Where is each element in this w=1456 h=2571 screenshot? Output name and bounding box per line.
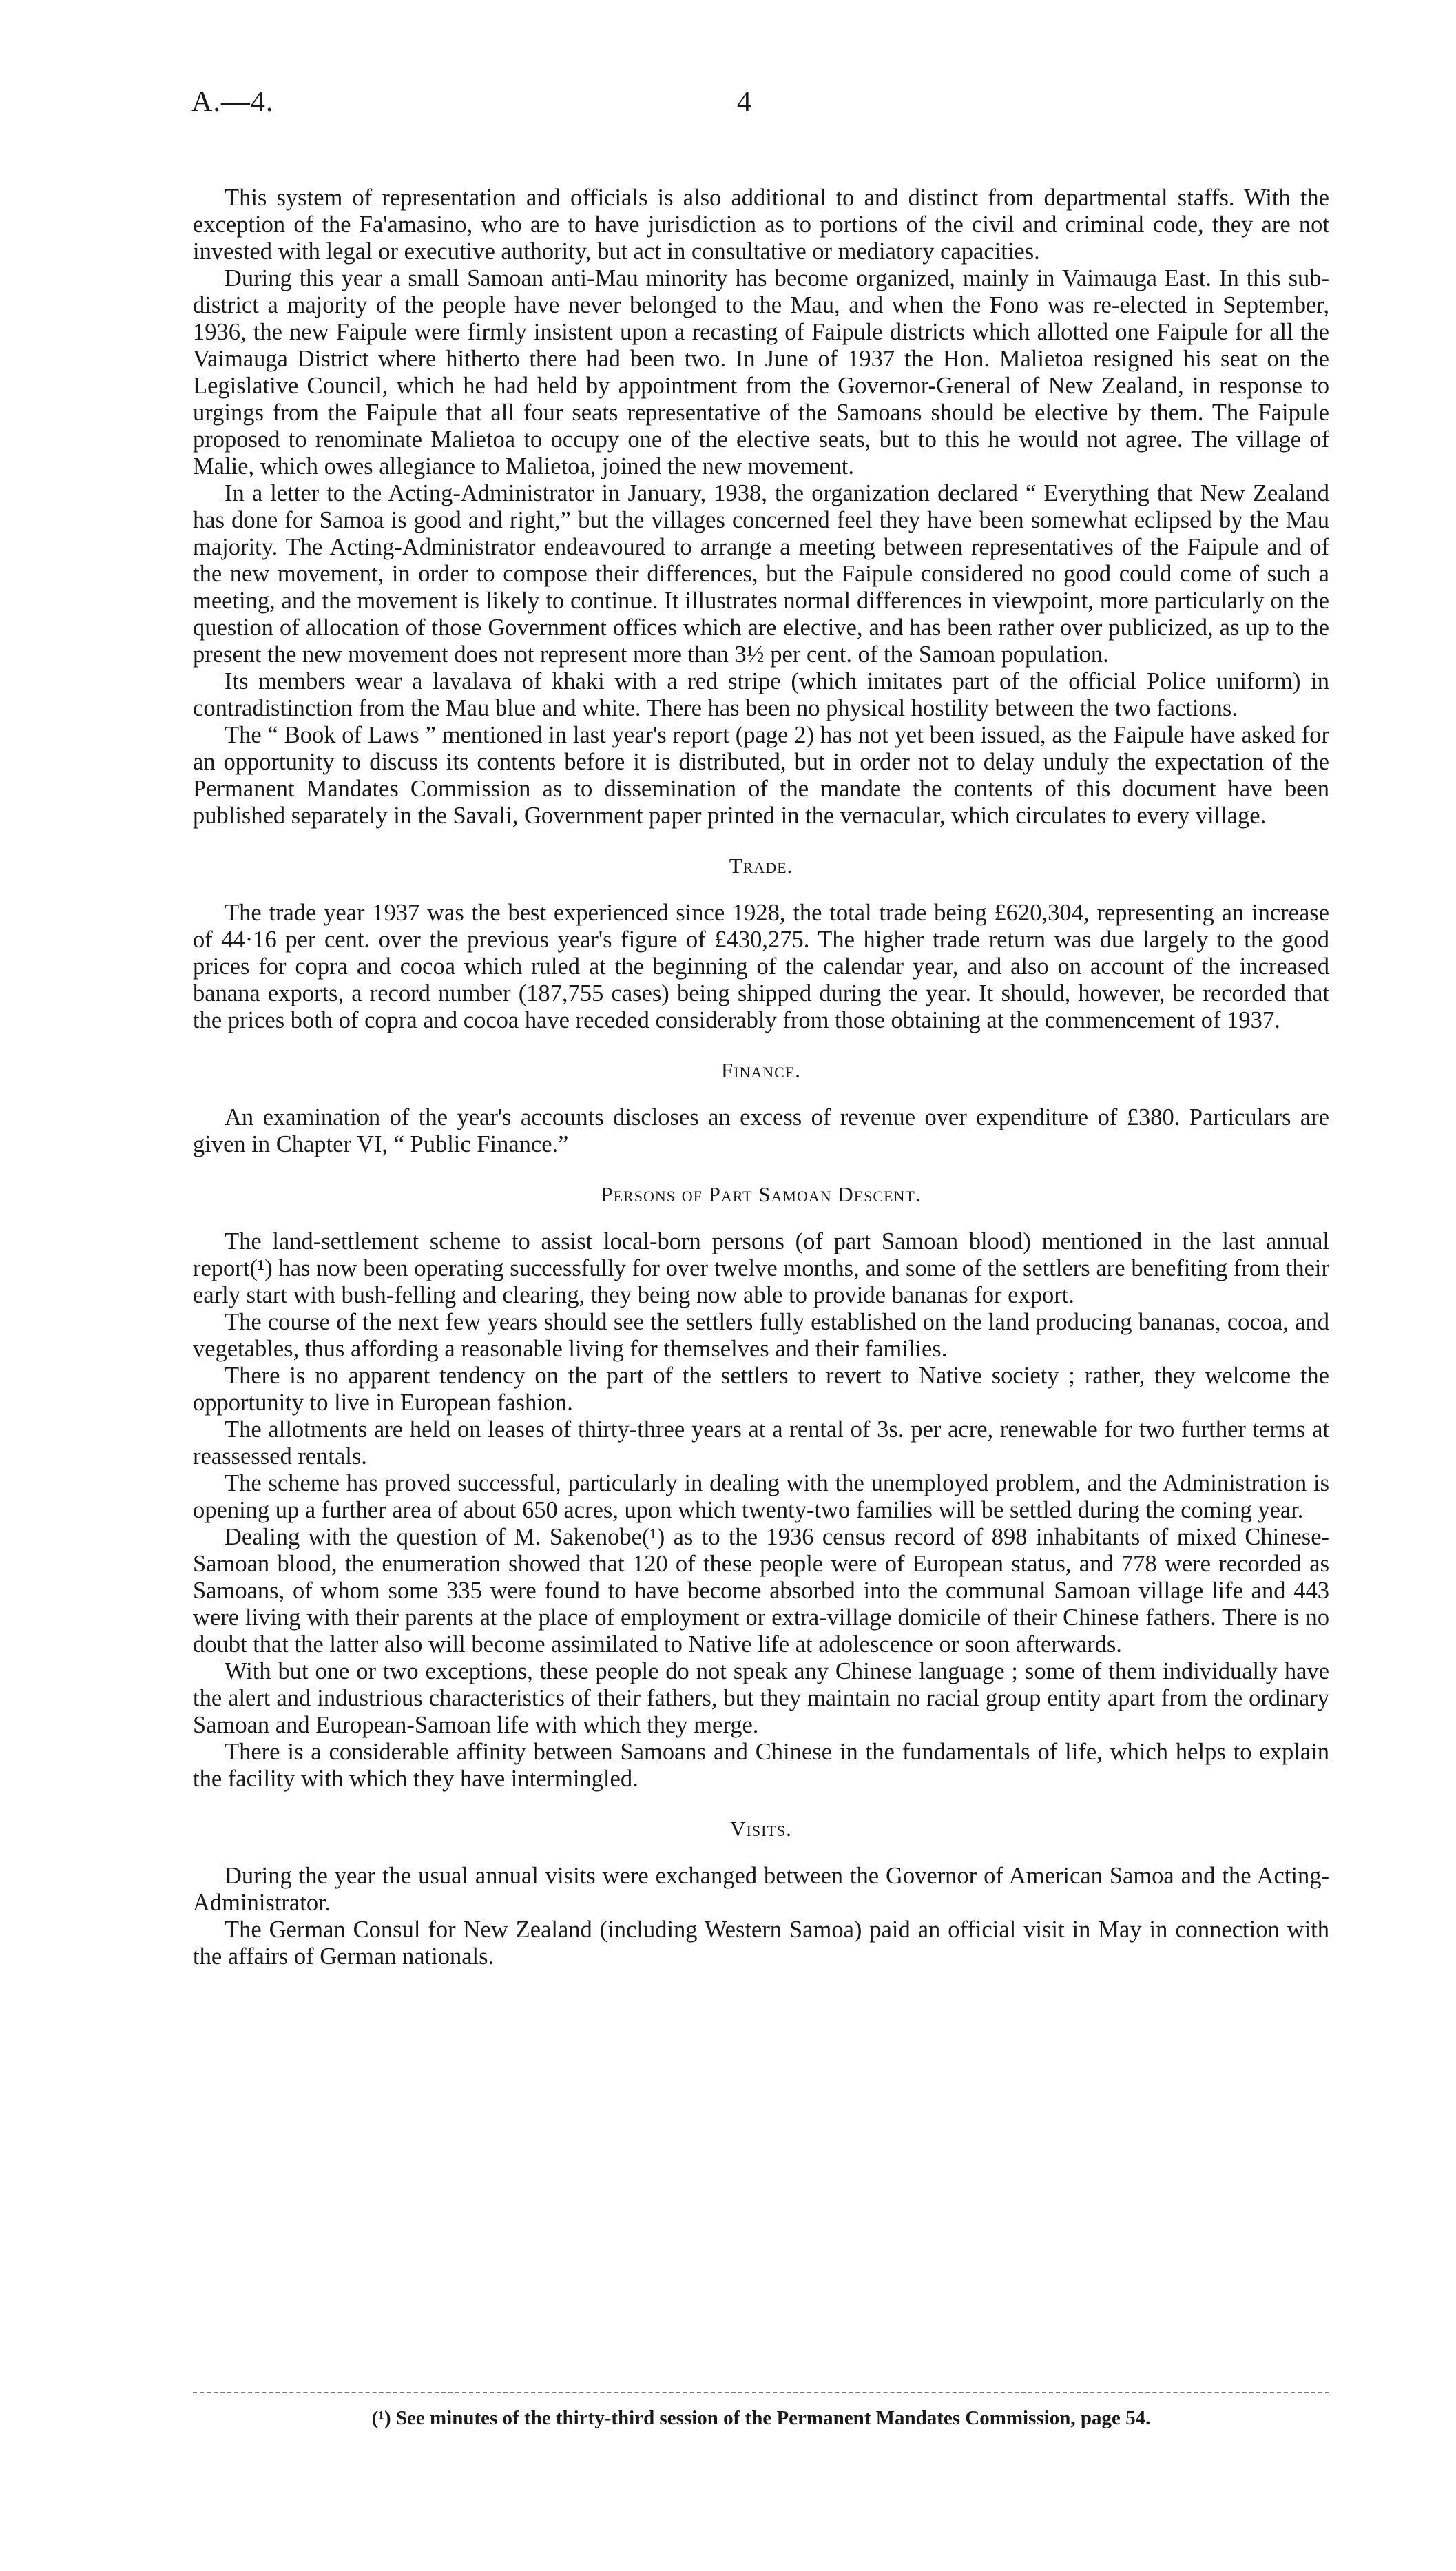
paragraph: The “ Book of Laws ” mentioned in last year's report (page 2) has not yet been issued, as the Faipule have asked for an opportunity to discuss its contents before it is distributed, but in order not to delay unduly the expectation of the Permanent Mandates Commission as to dissemination of the mandate the contents of this document have been published separately in the Savali, Government paper printed in the vernacular, which circulates to every village. (193, 722, 1329, 829)
paragraph: The scheme has proved successful, particularly in dealing with the unemployed problem, and the Administration is opening up a further area of about 650 acres, upon which twenty-two families will be settled during the coming year. (193, 1470, 1329, 1523)
body-text (193, 185, 1329, 1970)
paragraph: The trade year 1937 was the best experienced since 1928, the total trade being £620,304, representing an increase of 44·16 per cent. over the previous year's figure of £430,275. The higher trade return was due largely to the good prices for copra and cocoa which ruled at the beginning of the calendar year, and also on account of the increased banana exports, a record number (187,755 cases) being shipped during the year. It should, however, be recorded that the prices both of copra and cocoa have receded considerably from those obtaining at the commencement of 1937. (193, 900, 1329, 1033)
section-heading-trade: Trade. (729, 854, 793, 878)
paragraph: In a letter to the Acting-Administrator in January, 1938, the organization declared “ Everything that New Zealand has done for Samoa is good and right,” but the villages concerned feel they have been somewhat eclipsed by the Mau majority. The Acting-Administrator endeavoured to arrange a meeting between representatives of the Faipule and of the new movement, in order to compose their differences, but the Faipule considered no good could come of such a meeting, and the movement is likely to continue. It illustrates normal differences in viewpoint, more particularly on the question of allocation of those Government offices which are elective, and has been rather over publicized, as up to the present the new movement does not represent more than 3½ per cent. of the Samoan population. (193, 480, 1329, 668)
paragraph: During the year the usual annual visits were exchanged between the Governor of American Samoa and the Acting-Administrator. (193, 1863, 1329, 1916)
paragraph: Its members wear a lavalava of khaki with a red stripe (which imitates part of the official Police uniform) in contradistinction from the Mau blue and white. There has been no physical hostility between the two factions. (193, 668, 1329, 721)
section-heading-visits: Visits. (730, 1817, 792, 1841)
footnote-divider (193, 2392, 1329, 2393)
paragraph: Dealing with the question of M. Sakenobe(¹) as to the 1936 census record of 898 inhabitants of mixed Chinese-Samoan blood, the enumeration showed that 120 of these people were of European status, and 778 were recorded as Samoans, of whom some 335 were found to have become absorbed into the communal Samoan village life and 443 were living with their parents at the place of employment or extra-village domicile of their Chinese fathers. There is no doubt that the latter also will become assimilated to Native life at adolescence or soon afterwards. (193, 1524, 1329, 1658)
footnote: (¹) See minutes of the thirty-third session of the Permanent Mandates Commission, page 54. (371, 2407, 1151, 2429)
paragraph: The course of the next few years should see the settlers fully established on the land producing bananas, cocoa, and vegetables, thus affording a reasonable living for themselves and their families. (193, 1309, 1329, 1362)
paragraph: This system of representation and officials is also additional to and distinct from departmental staffs. With the exception of the Fa'amasino, who are to have jurisdiction as to portions of the civil and criminal code, they are not invested with legal or executive authority, but act in consultative or mediatory capacities. (193, 185, 1329, 265)
paragraph: The land-settlement scheme to assist local-born persons (of part Samoan blood) mentioned in the last annual report(¹) has now been operating successfully for over twelve months, and some of the settlers are benefiting from their early start with bush-felling and clearing, they being now able to provide bananas for export. (193, 1228, 1329, 1308)
paragraph: An examination of the year's accounts discloses an excess of revenue over expenditure of £380. Particulars are given in Chapter VI, “ Public Finance.” (193, 1104, 1329, 1157)
paragraph: During this year a small Samoan anti-Mau minority has become organized, mainly in Vaimauga East. In this sub-district a majority of the people have never belonged to the Mau, and when the Fono was re-elected in September, 1936, the new Faipule were firmly insistent upon a recasting of Faipule districts which allotted one Faipule for all the Vaimauga District where hitherto there had been two. In June of 1937 the Hon. Malietoa resigned his seat on the Legislative Council, which he had held by appointment from the Governor-General of New Zealand, in response to urgings from the Faipule that all four seats representative of the Samoans should be elective by them. The Faipule proposed to renominate Malietoa to occupy one of the elective seats, but to this he would not agree. The village of Malie, which owes allegiance to Malietoa, joined the new movement. (193, 265, 1329, 479)
page-number: 4 (737, 86, 751, 118)
section-heading-part-samoan: Persons of Part Samoan Descent. (601, 1182, 922, 1206)
paragraph: The German Consul for New Zealand (including Western Samoa) paid an official visit in May in connection with the affairs of German nationals. (193, 1917, 1329, 1970)
section-heading-finance: Finance. (720, 1058, 802, 1082)
paragraph: There is a considerable affinity between Samoans and Chinese in the fundamentals of life, which helps to explain the facility with which they have intermingled. (193, 1739, 1329, 1792)
document-reference: A.—4. (191, 86, 274, 118)
paragraph: There is no apparent tendency on the part of the settlers to revert to Native society ; rather, they welcome the opportunity to live in European fashion. (193, 1363, 1329, 1416)
paragraph: With but one or two exceptions, these people do not speak any Chinese language ; some of them individually have the alert and industrious characteristics of their fathers, but they maintain no racial group entity apart from the ordinary Samoan and European-Samoan life with which they merge. (193, 1658, 1329, 1738)
paragraph: The allotments are held on leases of thirty-three years at a rental of 3s. per acre, renewable for two further terms at reassessed rentals. (193, 1416, 1329, 1469)
